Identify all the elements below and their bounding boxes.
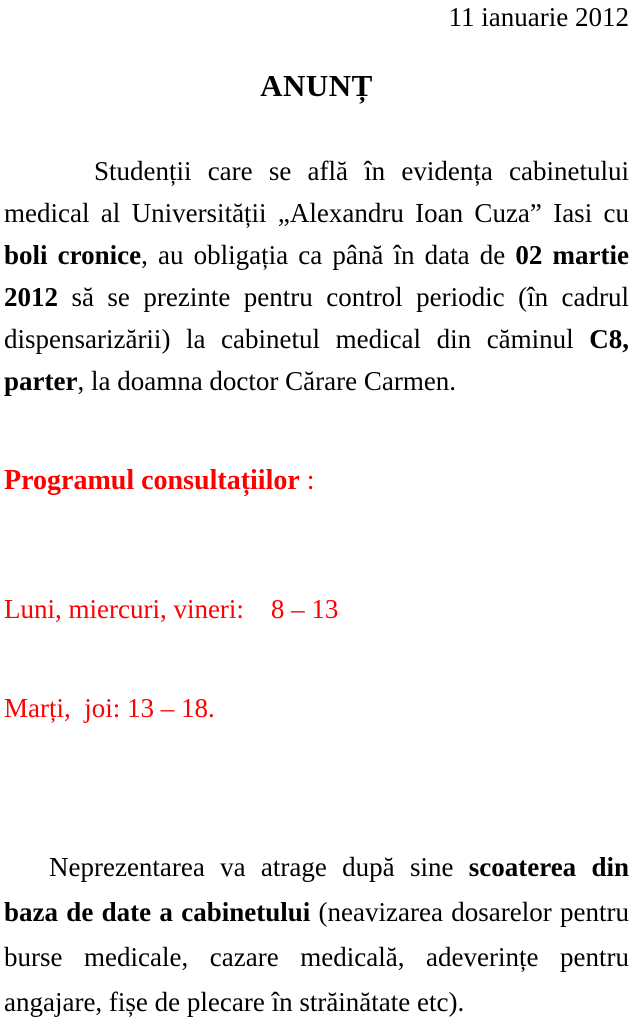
paragraph1-text: să se prezinte pentru control periodic (în cadrul dispensarizării) la cabinetul medical din căminul (4, 282, 629, 354)
schedule-heading-label: Programul consultațiilor (4, 465, 300, 496)
paragraph2-text: Neprezentarea va atrage după sine (49, 852, 469, 882)
schedule-heading (4, 464, 629, 497)
body-paragraph-1 (4, 150, 629, 402)
paragraph1-text: Studenții care se află în evidența cabinetului medical al Universității „Alexandru Ioan Cuza” Iasi cu (4, 156, 629, 228)
document-title: ANUNȚ (260, 68, 373, 103)
date-line: 11 ianuarie 2012 (448, 2, 629, 32)
schedule-block (4, 527, 629, 791)
schedule-line-weekdays: Luni, miercuri, vineri: 8 – 13 (4, 594, 339, 624)
paragraph1-text: , au obligația ca până în data de (141, 240, 516, 270)
paragraph1-bold-location: C8, parter (4, 324, 629, 396)
paragraph1-text: , la doamna doctor Cărare Carmen. (77, 366, 457, 396)
body-paragraph-2 (4, 845, 629, 1025)
paragraph2-text: (neavizarea dosarelor pentru burse medicale, cazare medicală, adeverințe pentru angajare, fișe de plecare în străinătate etc). (4, 897, 629, 1017)
schedule-line-tue-thu: Marți, joi: 13 – 18. (4, 693, 215, 723)
schedule-heading-colon: : (299, 465, 315, 496)
paragraph2-bold-consequence: scoaterea din baza de date a cabinetului (4, 852, 630, 927)
paragraph1-bold-boli-cronice: boli cronice (4, 240, 142, 270)
paragraph1-bold-date: 02 martie 2012 (4, 240, 630, 312)
